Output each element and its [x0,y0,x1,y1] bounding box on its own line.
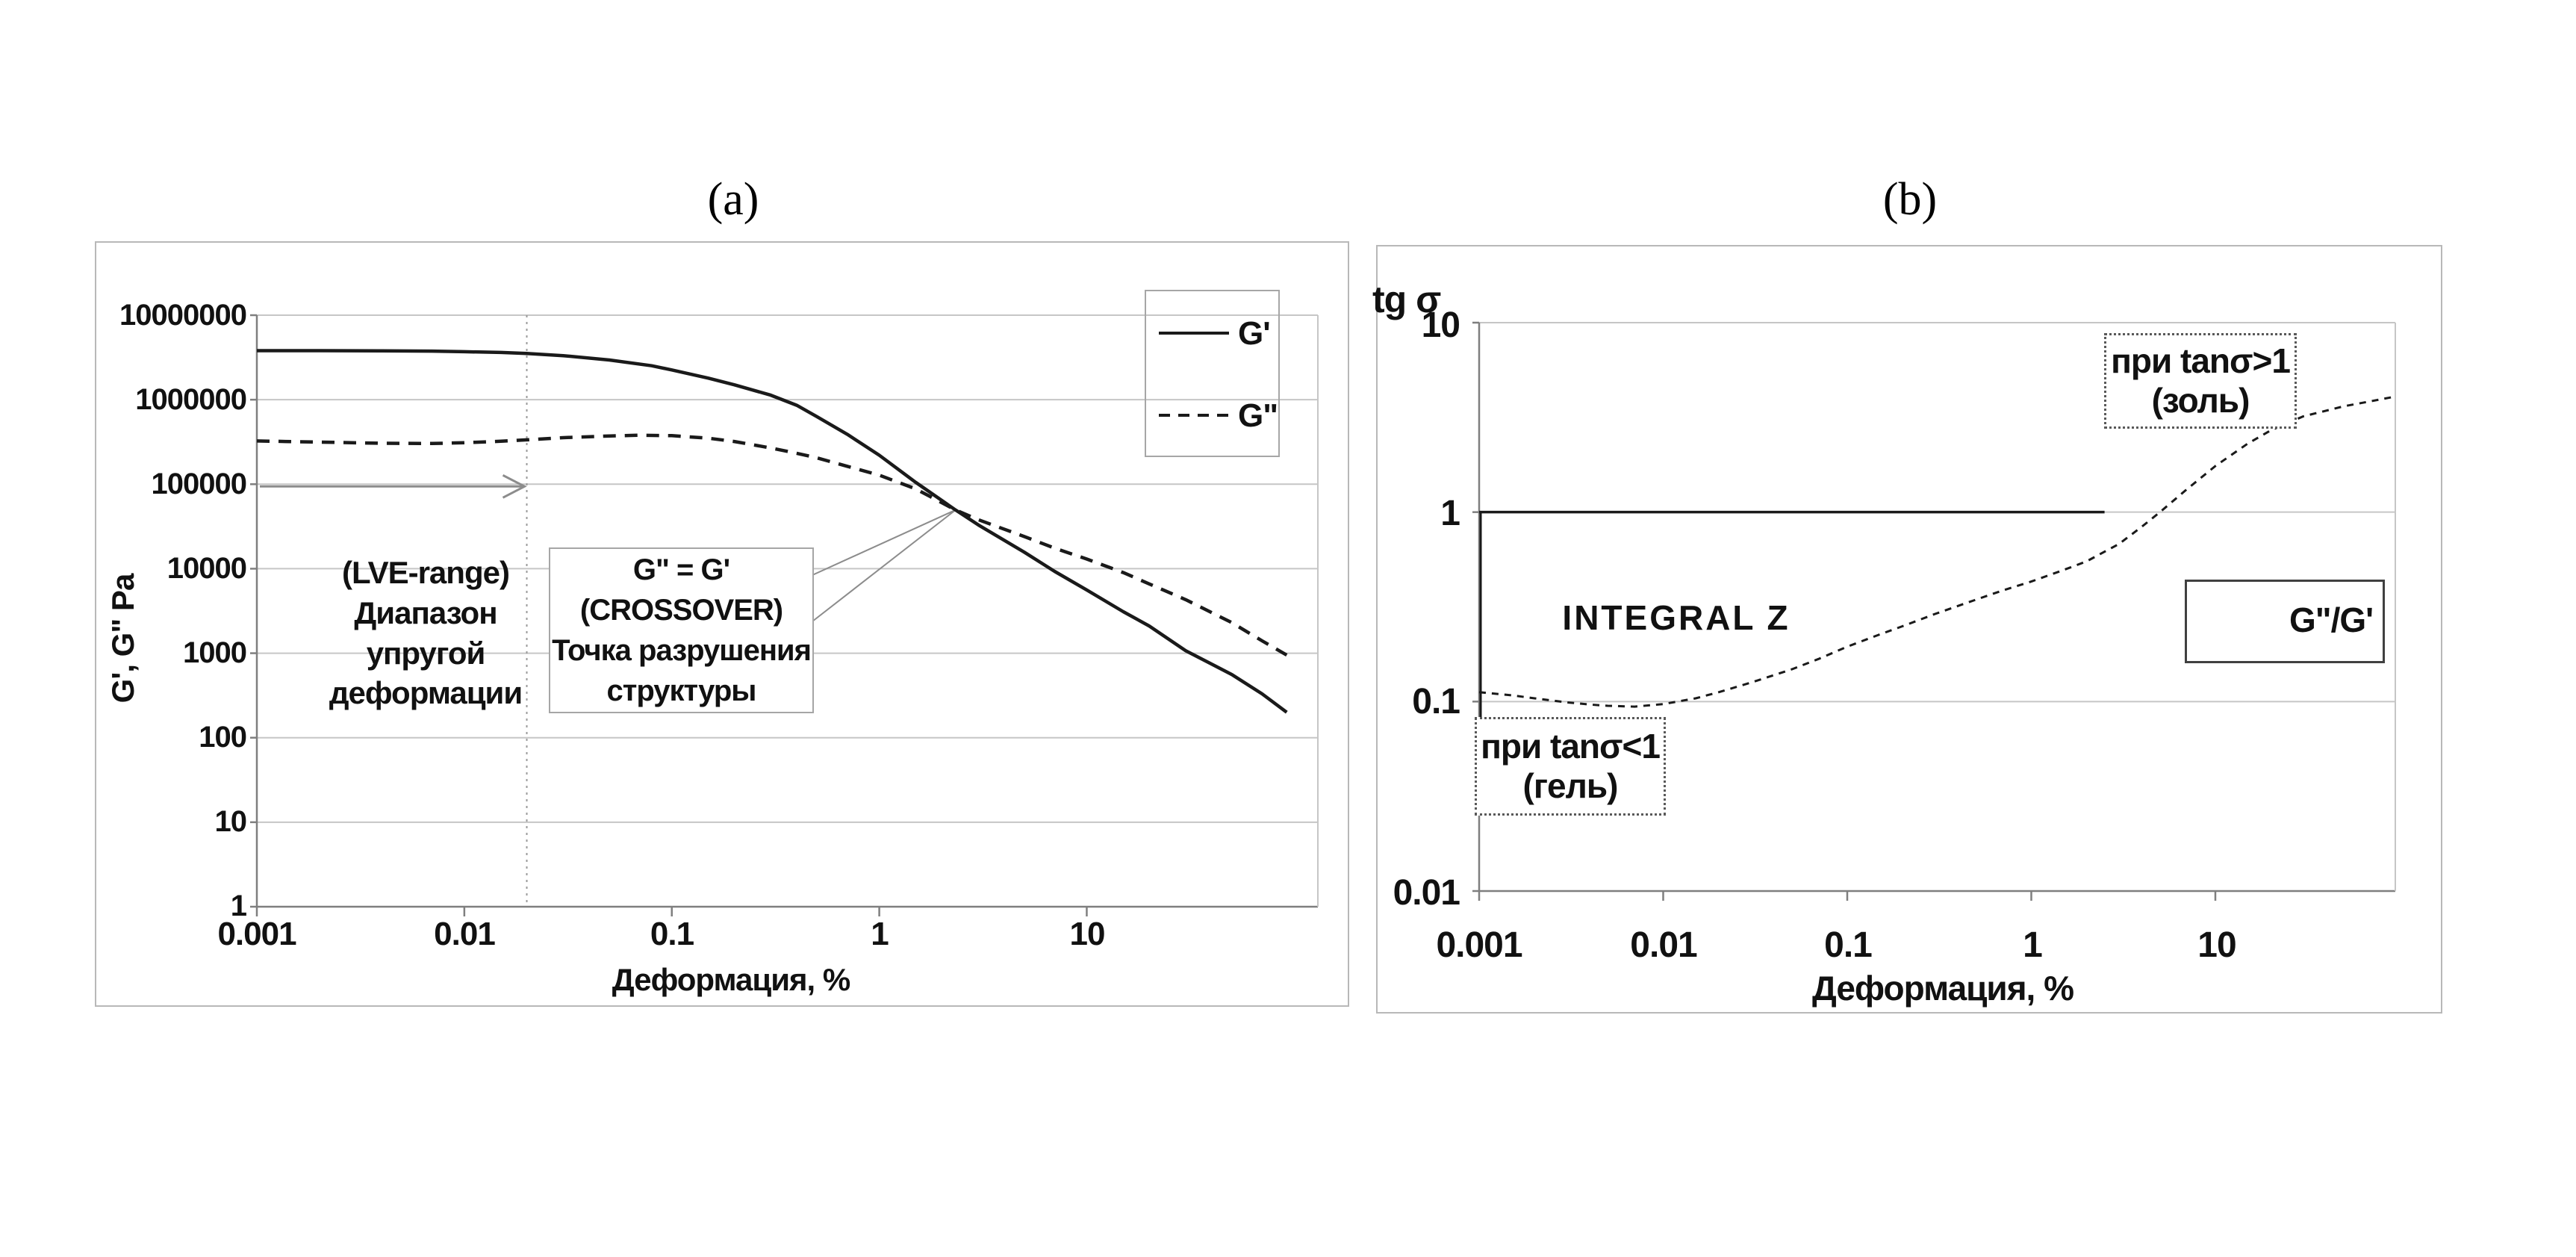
lve-line-1: (LVE-range) [342,555,509,590]
crossover-line-4: структуры [606,674,756,707]
lve-range-annotation [329,553,522,713]
panel-b-xtick-01: 0.1 [1824,925,1872,965]
gel-line-1: при tanσ<1 [1481,727,1660,766]
panel-a-ytick-10: 10 [214,805,246,838]
lve-line-2: Диапазон [354,595,497,630]
panel-b-ytick-001: 0.01 [1393,873,1460,913]
sol-annotation-box [2104,333,2297,429]
gel-line-2: (гель) [1522,766,1618,805]
panel-a-xtick-0001: 0.001 [217,916,296,952]
sol-line-2: (золь) [2151,381,2250,420]
panel-b-x-axis-title: Деформация, % [1811,969,2074,1008]
panel-a-x-axis-title: Деформация, % [612,962,850,997]
gel-annotation-box [1475,717,1666,816]
panel-a-legend-label-gdoubleprime: G" [1238,397,1278,434]
panel-b-ytick-01: 0.1 [1412,682,1460,721]
crossover-callout [549,547,814,713]
panel-b-ytick-1: 1 [1440,494,1460,533]
lve-line-3: упругой [366,635,485,671]
panel-a-xtick-10: 10 [1069,916,1105,952]
panel-b-xtick-10: 10 [2197,925,2236,965]
panel-a-legend-label-gprime: G' [1238,315,1270,352]
panel-a-ytick-1000: 1000 [183,636,246,669]
panel-a-xtick-01: 0.1 [650,916,694,952]
sol-line-1: при tanσ>1 [2111,341,2290,381]
panel-a-xtick-001: 0.01 [434,916,495,952]
panel-b-ytick-10: 10 [1421,305,1460,345]
panel-a-ytick-100: 100 [199,721,246,754]
panel-a-y-axis-title: G', G" Pa [105,574,140,704]
panel-b-xtick-0001: 0.001 [1436,925,1522,965]
lve-line-4: деформации [329,675,523,711]
panel-b-title: (b) [1882,174,1938,225]
panel-a-ytick-10000000: 10000000 [119,299,246,332]
panel-a-title: (a) [707,174,759,225]
panel-a-ytick-1000000: 1000000 [135,383,246,416]
panel-a-ytick-1: 1 [230,890,246,922]
crossover-line-2: (CROSSOVER) [579,594,783,627]
panel-a-xtick-1: 1 [871,916,889,952]
panel-b-xtick-1: 1 [2023,925,2042,965]
panel-a-ytick-10000: 10000 [167,552,246,585]
panel-b-y-axis-title: tg σ [1372,279,1441,320]
panel-b-legend-label-ratio: G"/G' [2289,600,2374,639]
crossover-line-3: Точка разрушения [552,634,811,667]
crossover-line-1: G" = G' [632,553,730,586]
panel-a-ytick-100000: 100000 [151,468,246,500]
integral-z-label: INTEGRAL Z [1562,598,1791,637]
panel-b-xtick-001: 0.01 [1630,925,1697,965]
